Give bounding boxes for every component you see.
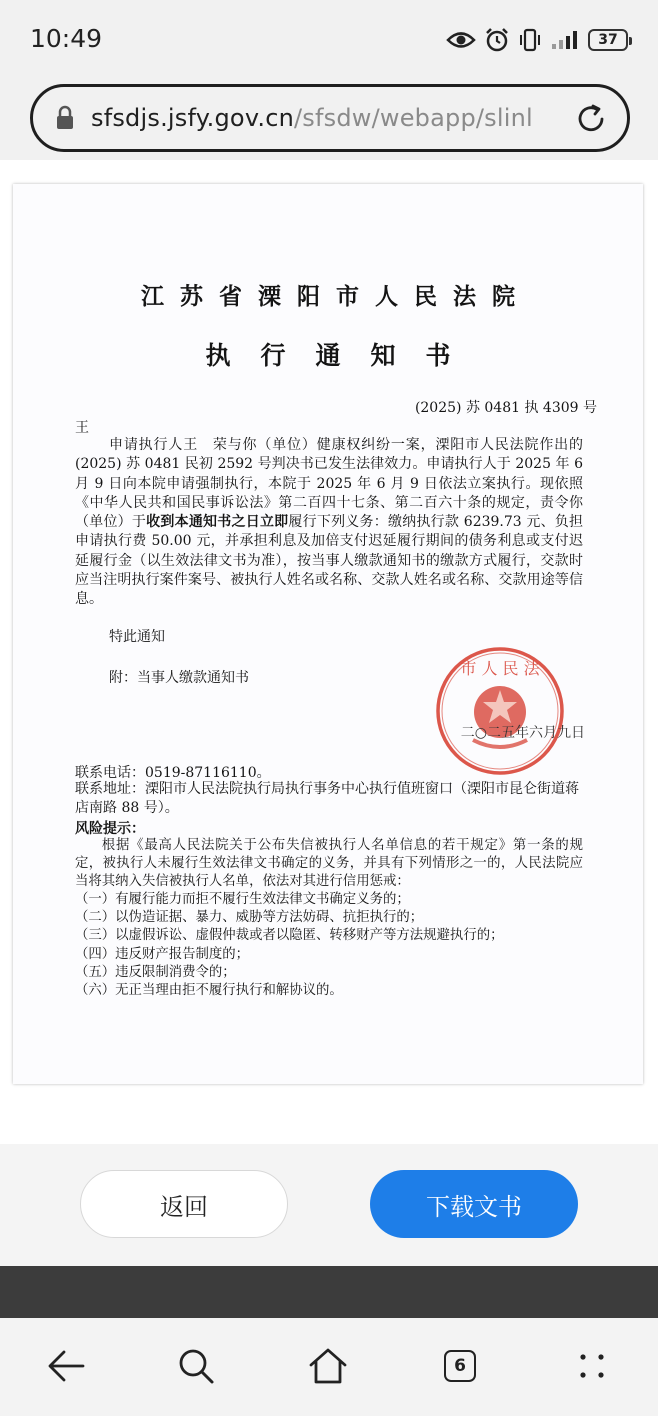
document-title: 执行通知书: [205, 341, 481, 370]
bottom-divider: [0, 1266, 658, 1318]
contact-phone: 联系电话：0519-87116110。: [75, 765, 271, 781]
risk-item: （一）有履行能力而拒不履行生效法律文书确定义务的；: [75, 892, 410, 907]
alarm-icon: [484, 27, 510, 53]
nav-home-button[interactable]: [308, 1346, 348, 1386]
risk-title: 风险提示：: [75, 821, 145, 837]
nav-search-button[interactable]: [176, 1346, 216, 1386]
url-host: sfsdjs.jsfy.gov.cn: [91, 104, 294, 132]
notice-body-part-2: 履行下列义务：缴纳执行款 6239.73 元、负担申请执行费 50.00 元，并承担利息及加倍支付迟延履行期间的债务利息或支付迟延履行金（以生效法律文书为准），按当事人缴款通知书的缴款方式履行，交款时应当注明执行案件案号、被执行人姓名或名称、交款人姓名或名称、交款用途等信息。: [75, 514, 584, 608]
action-bar: [0, 1144, 658, 1266]
download-document-button[interactable]: 下载文书: [370, 1170, 578, 1238]
home-icon: [308, 1347, 348, 1385]
court-name: 江苏省溧阳市人民法院: [141, 283, 531, 310]
nav-more-button[interactable]: [572, 1346, 612, 1386]
address-bar[interactable]: [30, 84, 630, 152]
reload-icon[interactable]: [573, 101, 609, 137]
browser-nav-bar: [0, 1318, 658, 1416]
tab-count: 6: [454, 1356, 466, 1376]
browser-toolbar: [0, 80, 658, 160]
search-icon: [177, 1347, 215, 1385]
risk-list: [75, 891, 585, 1000]
status-icons: [446, 26, 628, 54]
svg-text:市 人 民 法: 市 人 民 法: [460, 659, 540, 678]
battery-icon: [588, 29, 628, 51]
special-notice: 特此通知: [109, 629, 165, 645]
document-date: 二○二五年六月九日: [460, 725, 585, 741]
risk-item: （三）以虚假诉讼、虚假仲裁或者以隐匿、转移财产等方法规避执行的；: [75, 928, 504, 944]
back-arrow-icon: [47, 1349, 85, 1383]
risk-item: （五）违反限制消费令的；: [75, 964, 236, 980]
court-seal-icon: [433, 644, 567, 778]
attachment-line: 附：当事人缴款通知书: [109, 670, 249, 686]
signal-icon: [550, 30, 580, 50]
url-text[interactable]: [91, 104, 541, 132]
case-number: (2025) 苏 0481 执 4309 号: [414, 400, 597, 416]
lock-icon: [55, 105, 75, 131]
battery-level: 37: [598, 32, 618, 48]
vibrate-icon: [518, 28, 542, 52]
addressee: 王: [75, 420, 89, 436]
nav-tabs-button[interactable]: [440, 1346, 480, 1386]
risk-item: （二）以伪造证据、暴力、威胁等方法妨碍、抗拒执行的；: [75, 910, 424, 926]
tabs-icon: [444, 1350, 476, 1382]
risk-item: （六）无正当理由拒不履行执行和解协议的。: [75, 983, 343, 999]
url-path: /sfsdw/webapp/slinl: [294, 104, 533, 132]
notice-body: [75, 436, 583, 610]
status-time: 10:49: [30, 24, 103, 53]
nav-back-button[interactable]: [46, 1346, 86, 1386]
back-button[interactable]: 返回: [80, 1170, 288, 1238]
notice-body-emphasis: 收到本通知书之日立即: [146, 514, 289, 531]
status-bar: [0, 0, 658, 80]
notice-body-part-1: 申请执行人王 荣与你（单位）健康权纠纷一案，溧阳市人民法院作出的 (2025) 苏 0481 民初 2592 号判决书已发生法律效力。申请执行人于 2025 年 6 月 9 日向本院申请强制执行，本院于 2025 年 6 月 9 日依法立案执行。现依照《中华人民共和国民事诉讼法》第二百四十七条、第二百六十条的规定，责令你（单位）于: [75, 437, 583, 531]
contact-address: 联系地址：溧阳市人民法院执行局执行事务中心执行值班窗口（溧阳市昆仑街道蒋店南路 88 号）。: [75, 781, 579, 816]
eye-icon: [446, 29, 476, 51]
risk-body: 根据《最高人民法院关于公布失信被执行人名单信息的若干规定》第一条的规定，被执行人未履行生效法律文书确定的义务，并具有下列情形之一的，人民法院应当将其纳入失信被执行人名单，依法对其进行信用惩戒：: [75, 838, 583, 890]
more-icon: [577, 1351, 607, 1381]
document-viewer[interactable]: [0, 160, 658, 1144]
document-page: [13, 184, 643, 1084]
risk-item: （四）违反财产报告制度的；: [75, 946, 250, 962]
